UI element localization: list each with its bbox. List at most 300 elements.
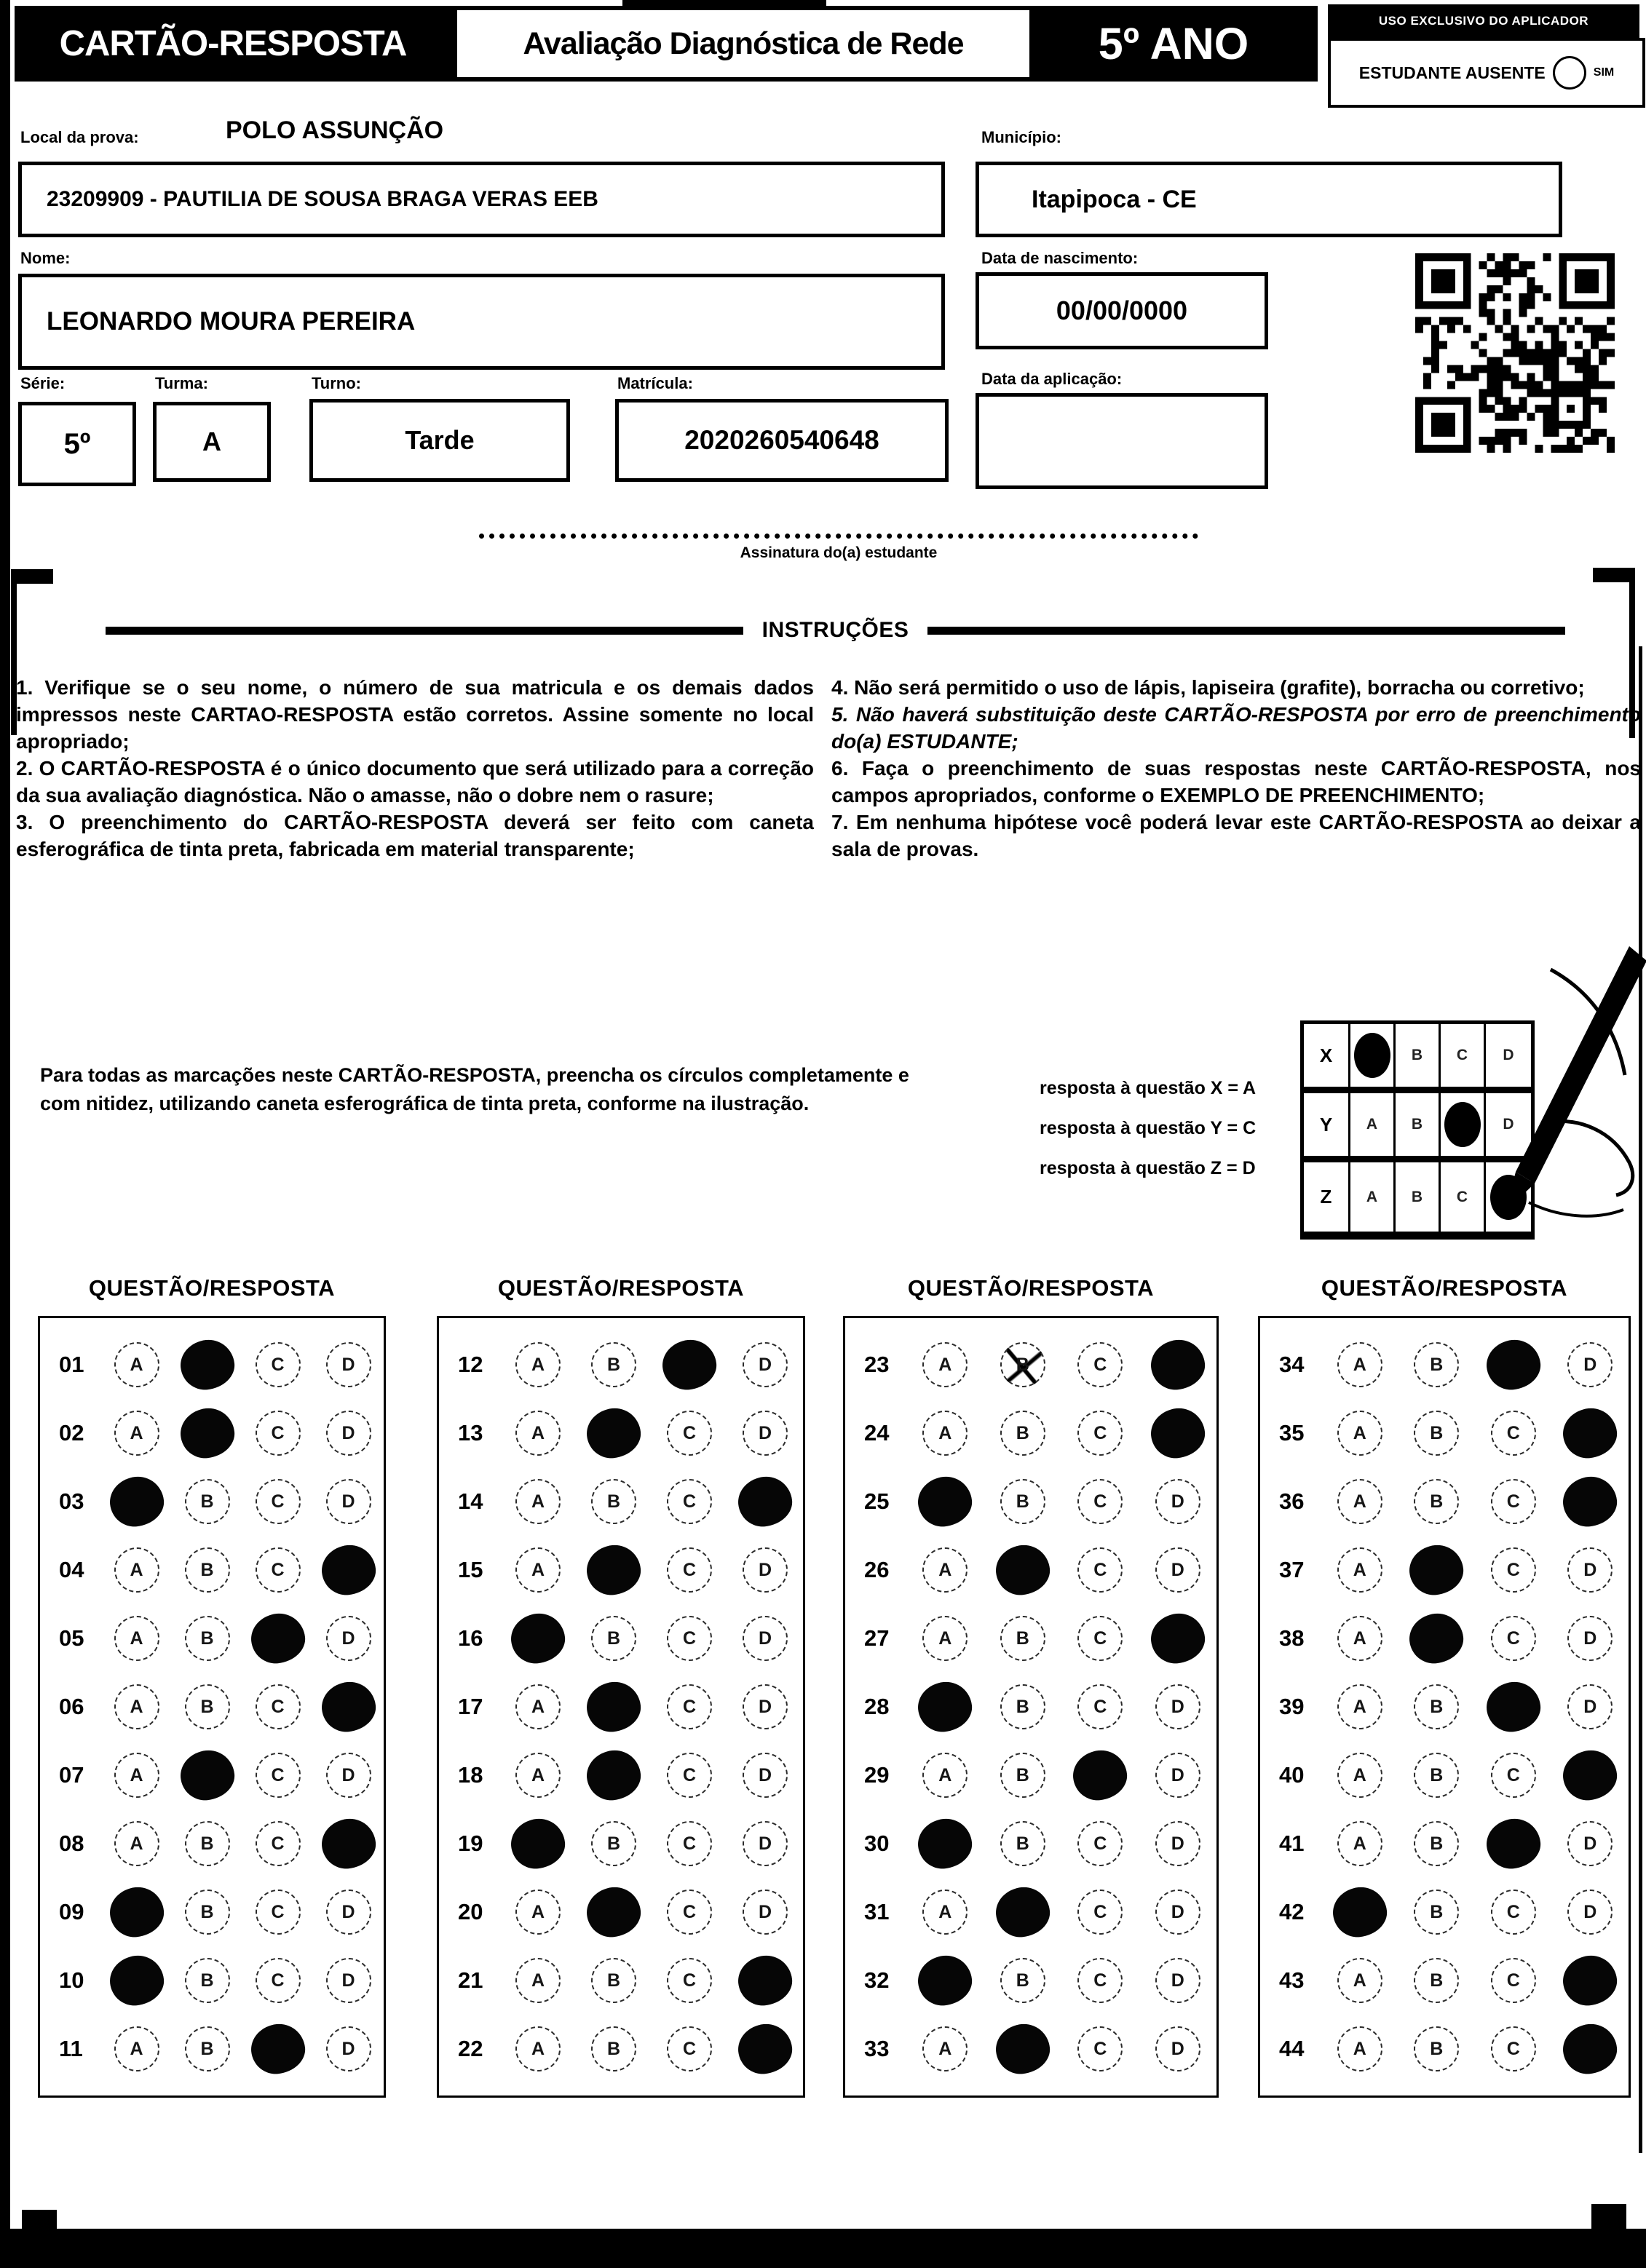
option-cell bbox=[1475, 1682, 1552, 1732]
answer-bubble[interactable]: B bbox=[185, 1821, 230, 1866]
birthdate-label: Data de nascimento: bbox=[981, 249, 1139, 267]
answer-bubble-filled[interactable] bbox=[585, 1405, 644, 1460]
answer-bubble[interactable]: B bbox=[185, 1616, 230, 1661]
option-cell bbox=[652, 1684, 727, 1729]
answer-bubble[interactable]: C bbox=[667, 1616, 712, 1661]
answer-bubble[interactable]: A bbox=[922, 1547, 968, 1593]
answer-bubble-filled[interactable] bbox=[248, 1611, 307, 1665]
answer-bubble[interactable]: C bbox=[1491, 1958, 1536, 2003]
answer-bubble[interactable]: A bbox=[515, 1547, 561, 1593]
answer-bubble[interactable]: D bbox=[1567, 1890, 1613, 1935]
answer-bubble[interactable]: C bbox=[667, 1479, 712, 1524]
answer-bubble[interactable]: D bbox=[743, 1411, 788, 1456]
example-legend-line: resposta à questão Y = C bbox=[1040, 1118, 1257, 1138]
option-cell bbox=[576, 1750, 652, 1800]
answer-bubble[interactable]: C bbox=[1077, 1547, 1123, 1593]
answer-bubble-filled[interactable] bbox=[1407, 1611, 1466, 1665]
answer-bubble[interactable]: A bbox=[114, 2026, 159, 2071]
answer-bubble-filled[interactable] bbox=[107, 1884, 166, 1939]
option-cell bbox=[1398, 1545, 1476, 1595]
answer-bubble[interactable]: D bbox=[1155, 1821, 1200, 1866]
answer-bubble[interactable]: C bbox=[1491, 1616, 1536, 1661]
answer-bubble[interactable]: C bbox=[1491, 1411, 1536, 1456]
student-absent-label: ESTUDANTE AUSENTE bbox=[1358, 63, 1546, 82]
answer-bubble[interactable]: B bbox=[1414, 1958, 1459, 2003]
answer-bubble[interactable]: D bbox=[743, 1684, 788, 1729]
answer-bubble[interactable]: D bbox=[1155, 1479, 1200, 1524]
series-label: Série: bbox=[20, 374, 66, 392]
answer-bubble[interactable]: B bbox=[185, 2026, 230, 2071]
answer-bubble-filled[interactable] bbox=[248, 2021, 307, 2076]
answer-bubble[interactable]: C bbox=[1491, 1753, 1536, 1798]
option-cell bbox=[576, 1342, 652, 1387]
answer-bubble-filled[interactable] bbox=[993, 2021, 1052, 2076]
answer-bubble[interactable]: A bbox=[114, 1616, 159, 1661]
answer-bubble[interactable]: C bbox=[1077, 1411, 1123, 1456]
option-cell bbox=[576, 1545, 652, 1595]
option-cell bbox=[172, 1616, 242, 1661]
municipality-label: Município: bbox=[981, 128, 1061, 146]
answer-bubble[interactable]: D bbox=[1567, 1342, 1613, 1387]
answer-bubble-filled[interactable] bbox=[1148, 1405, 1207, 1460]
answer-bubble-filled[interactable] bbox=[1561, 1405, 1620, 1460]
answer-bubble[interactable]: A bbox=[922, 1616, 968, 1661]
answer-bubble[interactable]: C bbox=[1491, 1547, 1536, 1593]
answer-bubble-filled[interactable] bbox=[585, 1748, 644, 1802]
option-cell bbox=[906, 2026, 984, 2071]
answer-bubble[interactable]: C bbox=[1077, 1821, 1123, 1866]
enrollment-field bbox=[615, 399, 949, 482]
answer-bubble[interactable]: C bbox=[667, 1821, 712, 1866]
answer-bubble-filled[interactable] bbox=[107, 1953, 166, 2007]
answer-bubble[interactable]: C bbox=[1077, 1958, 1123, 2003]
answer-bubble-filled[interactable] bbox=[319, 1679, 378, 1734]
answer-bubble[interactable]: A bbox=[114, 1684, 159, 1729]
answer-column-header: QUESTÃO/RESPOSTA bbox=[1321, 1275, 1568, 1301]
answer-bubble[interactable]: B bbox=[1000, 1342, 1045, 1387]
answer-bubble[interactable]: D bbox=[1567, 1616, 1613, 1661]
answer-bubble[interactable]: D bbox=[1567, 1684, 1613, 1729]
answer-bubble[interactable]: C bbox=[256, 1890, 301, 1935]
answer-bubble[interactable]: D bbox=[1155, 1958, 1200, 2003]
instruction-item: 6. Faça o preenchimento de suas respostas neste CARTÃO-RESPOSTA, nos campos apropriados, conforme o EXEMPLO DE PREENCHIMENTO; bbox=[831, 757, 1641, 806]
exam-site-value: POLO ASSUNÇÃO bbox=[226, 116, 444, 144]
answer-bubble[interactable]: A bbox=[515, 1753, 561, 1798]
answer-bubble[interactable]: C bbox=[667, 1411, 712, 1456]
scan-edge-bar-bottom bbox=[0, 2229, 1646, 2268]
question-number: 21 bbox=[458, 1967, 483, 1993]
answer-bubble[interactable]: B bbox=[1414, 1753, 1459, 1798]
answer-bubble[interactable]: C bbox=[256, 1411, 301, 1456]
option-cell bbox=[101, 1547, 172, 1593]
answer-bubble[interactable]: B bbox=[591, 1479, 636, 1524]
question-number: 22 bbox=[458, 2036, 483, 2061]
answer-bubble[interactable]: D bbox=[1567, 1821, 1613, 1866]
question-number: 01 bbox=[59, 1352, 84, 1377]
answer-bubble[interactable]: D bbox=[326, 1342, 371, 1387]
option-cell bbox=[1061, 1479, 1139, 1524]
answer-bubble[interactable]: A bbox=[515, 1890, 561, 1935]
answer-bubble[interactable]: A bbox=[1337, 1547, 1382, 1593]
option-cell bbox=[500, 1753, 576, 1798]
option-cell bbox=[1321, 1342, 1398, 1387]
answer-bubble[interactable]: B bbox=[1414, 2026, 1459, 2071]
option-cell bbox=[906, 1682, 984, 1732]
answer-bubble[interactable]: B bbox=[1000, 1616, 1045, 1661]
option-cell bbox=[242, 2024, 313, 2074]
answer-bubble[interactable]: A bbox=[1337, 1753, 1382, 1798]
answer-bubble[interactable]: D bbox=[743, 1753, 788, 1798]
question-number: 43 bbox=[1279, 1967, 1305, 1993]
answer-bubble[interactable]: C bbox=[1077, 1479, 1123, 1524]
answer-bubble[interactable]: D bbox=[743, 1890, 788, 1935]
question-row bbox=[439, 2024, 803, 2074]
page-title: CARTÃO-RESPOSTA bbox=[59, 24, 407, 63]
option-cell bbox=[242, 1753, 313, 1798]
answer-bubble[interactable]: A bbox=[515, 2026, 561, 2071]
option-cell bbox=[906, 1477, 984, 1526]
question-number: 09 bbox=[59, 1899, 84, 1924]
option-cell bbox=[1552, 1684, 1629, 1729]
answer-bubble[interactable]: D bbox=[743, 1616, 788, 1661]
answer-bubble[interactable]: A bbox=[515, 1479, 561, 1524]
answer-bubble[interactable]: A bbox=[1337, 1411, 1382, 1456]
answer-bubble[interactable]: A bbox=[922, 2026, 968, 2071]
answer-bubble[interactable]: D bbox=[1155, 1890, 1200, 1935]
option-cell bbox=[1398, 1479, 1476, 1524]
answer-bubble-filled[interactable] bbox=[1071, 1748, 1130, 1802]
question-row bbox=[40, 1750, 384, 1800]
answer-bubble-filled[interactable] bbox=[1407, 1542, 1466, 1597]
option-cell bbox=[500, 1547, 576, 1593]
answer-bubble[interactable]: B bbox=[1414, 1890, 1459, 1935]
answer-bubble-filled[interactable] bbox=[1330, 1884, 1389, 1939]
option-cell bbox=[906, 1890, 984, 1935]
answer-bubble[interactable]: C bbox=[1077, 1684, 1123, 1729]
answer-bubble[interactable]: C bbox=[1077, 1342, 1123, 1387]
answer-bubble[interactable]: B bbox=[1000, 1411, 1045, 1456]
option-cell bbox=[576, 1682, 652, 1732]
question-row bbox=[845, 1340, 1216, 1389]
option-cell bbox=[984, 1411, 1062, 1456]
example-option: B bbox=[1396, 1093, 1441, 1162]
option-cell bbox=[313, 1890, 384, 1935]
answer-bubble[interactable]: C bbox=[256, 1342, 301, 1387]
option-cell bbox=[500, 1411, 576, 1456]
option-cell bbox=[500, 1614, 576, 1663]
answer-bubble-filled[interactable] bbox=[107, 1474, 166, 1528]
question-row bbox=[40, 1819, 384, 1868]
answer-bubble[interactable]: B bbox=[591, 1616, 636, 1661]
answer-bubble[interactable]: C bbox=[1077, 1890, 1123, 1935]
answer-bubble[interactable]: D bbox=[326, 1753, 371, 1798]
option-cell bbox=[101, 1821, 172, 1866]
answer-bubble-filled[interactable] bbox=[736, 1953, 795, 2007]
shift-label: Turno: bbox=[312, 374, 362, 392]
answer-bubble[interactable]: B bbox=[185, 1479, 230, 1524]
option-cell bbox=[313, 2026, 384, 2071]
option-cell bbox=[984, 1753, 1062, 1798]
option-cell bbox=[1139, 1684, 1217, 1729]
option-cell bbox=[500, 1958, 576, 2003]
answer-bubble-filled[interactable] bbox=[509, 1816, 568, 1871]
option-cell bbox=[500, 1890, 576, 1935]
birthdate-field bbox=[976, 272, 1268, 349]
option-cell bbox=[172, 1479, 242, 1524]
question-row bbox=[1260, 1614, 1629, 1663]
answer-bubble[interactable]: B bbox=[185, 1890, 230, 1935]
answer-bubble-filled[interactable] bbox=[178, 1405, 237, 1460]
answer-bubble[interactable]: C bbox=[667, 1958, 712, 2003]
answer-bubble-filled[interactable] bbox=[1561, 2021, 1620, 2076]
answer-bubble[interactable]: B bbox=[1414, 1479, 1459, 1524]
option-cell bbox=[1552, 2024, 1629, 2074]
question-row bbox=[845, 1956, 1216, 2005]
option-cell bbox=[984, 1821, 1062, 1866]
answer-bubble[interactable]: B bbox=[1414, 1411, 1459, 1456]
answer-bubble-filled[interactable] bbox=[1561, 1748, 1620, 1802]
fill-instructions-paragraph: Para todas as marcações neste CARTÃO-RESPOSTA, preencha os círculos completamente e com nitidez, utilizando caneta esferográfica de tinta preta, conforme na ilustração. bbox=[40, 1064, 909, 1114]
answer-bubble[interactable]: A bbox=[1337, 1684, 1382, 1729]
option-cell bbox=[313, 1682, 384, 1732]
answer-bubble[interactable]: A bbox=[114, 1547, 159, 1593]
answer-bubble[interactable]: A bbox=[922, 1753, 968, 1798]
answer-bubble[interactable]: B bbox=[1414, 1684, 1459, 1729]
answer-bubble-filled[interactable] bbox=[916, 1816, 975, 1871]
option-cell bbox=[984, 1887, 1062, 1937]
answer-bubble[interactable]: B bbox=[1414, 1342, 1459, 1387]
option-cell bbox=[1061, 1958, 1139, 2003]
answer-bubble[interactable]: C bbox=[1491, 1890, 1536, 1935]
example-row-label: Z bbox=[1304, 1162, 1350, 1232]
answer-bubble[interactable]: A bbox=[1337, 1342, 1382, 1387]
question-row bbox=[1260, 1408, 1629, 1458]
answer-bubble-filled[interactable] bbox=[1561, 1953, 1620, 2007]
answer-bubble[interactable]: D bbox=[326, 1411, 371, 1456]
answer-bubble[interactable]: A bbox=[1337, 1821, 1382, 1866]
enrollment-label: Matrícula: bbox=[617, 374, 693, 392]
question-row bbox=[40, 1682, 384, 1732]
option-cell bbox=[101, 1956, 172, 2005]
option-cell bbox=[652, 1411, 727, 1456]
answer-column-header: QUESTÃO/RESPOSTA bbox=[497, 1275, 745, 1301]
option-cell bbox=[1061, 2026, 1139, 2071]
answer-bubble[interactable]: C bbox=[256, 1684, 301, 1729]
answer-bubble[interactable]: D bbox=[1155, 2026, 1200, 2071]
answer-bubble-filled[interactable] bbox=[585, 1679, 644, 1734]
answer-bubble[interactable]: C bbox=[1077, 2026, 1123, 2071]
question-row bbox=[40, 1956, 384, 2005]
option-cell bbox=[1398, 1684, 1476, 1729]
answer-bubble[interactable]: B bbox=[1000, 1479, 1045, 1524]
answer-bubble[interactable]: A bbox=[114, 1753, 159, 1798]
question-row bbox=[439, 1887, 803, 1937]
answer-bubble-filled[interactable] bbox=[993, 1884, 1052, 1939]
answer-bubble[interactable]: A bbox=[1337, 1479, 1382, 1524]
answer-bubble[interactable]: D bbox=[1155, 1547, 1200, 1593]
answer-bubble[interactable]: D bbox=[326, 1958, 371, 2003]
option-cell bbox=[906, 1753, 984, 1798]
student-absent-box bbox=[1328, 38, 1645, 108]
answer-bubble[interactable]: D bbox=[743, 1342, 788, 1387]
answer-bubble[interactable]: B bbox=[1000, 1821, 1045, 1866]
answer-bubble[interactable]: A bbox=[922, 1890, 968, 1935]
answer-bubble[interactable]: A bbox=[1337, 1616, 1382, 1661]
answer-bubble[interactable]: D bbox=[326, 1890, 371, 1935]
answer-bubble[interactable]: D bbox=[326, 2026, 371, 2071]
answer-bubble-filled[interactable] bbox=[736, 1474, 795, 1528]
answer-bubble[interactable]: B bbox=[1414, 1821, 1459, 1866]
absent-yes-label: SIM bbox=[1593, 66, 1615, 79]
answer-bubble[interactable]: D bbox=[1155, 1753, 1200, 1798]
answer-bubble-filled[interactable] bbox=[1484, 1337, 1543, 1392]
option-cell bbox=[906, 1547, 984, 1593]
answer-bubble[interactable]: D bbox=[1155, 1684, 1200, 1729]
answer-bubble[interactable]: A bbox=[114, 1821, 159, 1866]
enrollment-value: 2020260540648 bbox=[684, 425, 879, 455]
answer-bubble[interactable]: C bbox=[1077, 1616, 1123, 1661]
answer-bubble[interactable]: C bbox=[667, 1547, 712, 1593]
option-cell bbox=[1552, 1890, 1629, 1935]
question-number: 41 bbox=[1279, 1831, 1305, 1856]
absent-bubble[interactable] bbox=[1553, 56, 1586, 90]
answer-bubble-filled[interactable] bbox=[1484, 1679, 1543, 1734]
answer-bubble[interactable]: B bbox=[185, 1958, 230, 2003]
option-cell bbox=[984, 1958, 1062, 2003]
answer-bubble[interactable]: D bbox=[1567, 1547, 1613, 1593]
option-cell bbox=[1139, 1479, 1217, 1524]
answer-bubble[interactable]: C bbox=[667, 1684, 712, 1729]
option-cell bbox=[1475, 1819, 1552, 1868]
answer-bubble-filled[interactable] bbox=[736, 2021, 795, 2076]
answer-bubble[interactable]: A bbox=[515, 1684, 561, 1729]
question-row bbox=[845, 1545, 1216, 1595]
answer-bubble[interactable]: C bbox=[667, 1890, 712, 1935]
option-cell bbox=[906, 1342, 984, 1387]
answer-bubble[interactable]: A bbox=[515, 1411, 561, 1456]
answer-bubble[interactable]: D bbox=[326, 1616, 371, 1661]
registration-mark-bottom-left bbox=[22, 2210, 57, 2229]
instruction-item: 4. Não será permitido o uso de lápis, lapiseira (grafite), borracha ou corretivo; bbox=[831, 676, 1585, 699]
answer-bubble[interactable]: C bbox=[256, 1547, 301, 1593]
class-label: Turma: bbox=[155, 374, 208, 392]
answer-bubble-filled[interactable] bbox=[1148, 1337, 1207, 1392]
answer-bubble[interactable]: B bbox=[1000, 1684, 1045, 1729]
option-cell bbox=[906, 1411, 984, 1456]
option-cell bbox=[313, 1479, 384, 1524]
answer-bubble[interactable]: B bbox=[1000, 1753, 1045, 1798]
signature-line[interactable] bbox=[479, 534, 1198, 539]
option-cell bbox=[313, 1958, 384, 2003]
answer-bubble-filled[interactable] bbox=[319, 1542, 378, 1597]
answer-bubble[interactable]: A bbox=[114, 1411, 159, 1456]
answer-bubble[interactable]: C bbox=[256, 1958, 301, 2003]
option-cell bbox=[652, 1547, 727, 1593]
question-number: 38 bbox=[1279, 1625, 1305, 1651]
option-cell bbox=[1475, 1340, 1552, 1389]
answer-bubble[interactable]: C bbox=[256, 1821, 301, 1866]
answer-bubble[interactable]: A bbox=[515, 1958, 561, 2003]
answer-bubble[interactable]: B bbox=[185, 1547, 230, 1593]
option-cell bbox=[242, 1958, 313, 2003]
answer-bubble-filled[interactable] bbox=[509, 1611, 568, 1665]
answer-bubble[interactable]: B bbox=[185, 1684, 230, 1729]
answer-column-1 bbox=[38, 1316, 386, 2098]
question-row bbox=[1260, 2024, 1629, 2074]
option-cell bbox=[576, 1479, 652, 1524]
question-number: 28 bbox=[864, 1694, 890, 1719]
option-cell bbox=[172, 2026, 242, 2071]
answer-bubble[interactable]: D bbox=[743, 1547, 788, 1593]
answer-bubble[interactable]: C bbox=[1491, 2026, 1536, 2071]
instruction-item: 1. Verifique se o seu nome, o número de sua matricula e os demais dados impressos neste CARTAO-RESPOSTA estão corretos. Assine somente no local apropriado; bbox=[16, 676, 814, 753]
hand-with-pen-illustration bbox=[1441, 940, 1646, 1282]
answer-bubble[interactable]: B bbox=[591, 1821, 636, 1866]
option-cell bbox=[576, 1887, 652, 1937]
answer-bubble-filled[interactable] bbox=[916, 1474, 975, 1528]
answer-bubble[interactable]: C bbox=[256, 1753, 301, 1798]
answer-bubble[interactable]: C bbox=[1491, 1479, 1536, 1524]
answer-bubble-filled[interactable] bbox=[916, 1679, 975, 1734]
option-cell bbox=[1321, 2026, 1398, 2071]
question-row bbox=[439, 1477, 803, 1526]
option-cell bbox=[1321, 1684, 1398, 1729]
option-cell bbox=[500, 1479, 576, 1524]
shift-value: Tarde bbox=[405, 425, 475, 455]
answer-bubble[interactable]: A bbox=[1337, 1958, 1382, 2003]
answer-bubble-filled[interactable] bbox=[660, 1337, 719, 1392]
answer-bubble[interactable]: A bbox=[515, 1342, 561, 1387]
question-row bbox=[845, 2024, 1216, 2074]
answer-bubble[interactable]: D bbox=[743, 1821, 788, 1866]
option-cell bbox=[727, 2024, 803, 2074]
answer-bubble[interactable]: A bbox=[114, 1342, 159, 1387]
answer-bubble[interactable]: C bbox=[667, 2026, 712, 2071]
option-cell bbox=[1321, 1616, 1398, 1661]
answer-bubble[interactable]: C bbox=[667, 1753, 712, 1798]
answer-bubble-filled[interactable] bbox=[585, 1884, 644, 1939]
answer-bubble[interactable]: B bbox=[591, 1958, 636, 2003]
answer-bubble[interactable]: D bbox=[326, 1479, 371, 1524]
answer-bubble[interactable]: B bbox=[591, 1342, 636, 1387]
question-number: 26 bbox=[864, 1557, 890, 1582]
option-cell bbox=[500, 2026, 576, 2071]
answer-bubble-filled[interactable] bbox=[178, 1748, 237, 1802]
answer-bubble-filled[interactable] bbox=[993, 1542, 1052, 1597]
answer-bubble-filled[interactable] bbox=[1148, 1611, 1207, 1665]
answer-bubble[interactable]: B bbox=[591, 2026, 636, 2071]
option-cell bbox=[1398, 2026, 1476, 2071]
answer-bubble[interactable]: A bbox=[922, 1411, 968, 1456]
question-row bbox=[40, 1340, 384, 1389]
answer-bubble-filled[interactable] bbox=[585, 1542, 644, 1597]
question-number: 36 bbox=[1279, 1488, 1305, 1514]
answer-bubble[interactable]: C bbox=[256, 1479, 301, 1524]
answer-bubble-filled[interactable] bbox=[1484, 1816, 1543, 1871]
option-cell bbox=[172, 1684, 242, 1729]
answer-bubble[interactable]: A bbox=[922, 1342, 968, 1387]
option-cell bbox=[1321, 1821, 1398, 1866]
question-number: 29 bbox=[864, 1762, 890, 1788]
answer-bubble-filled[interactable] bbox=[1561, 1474, 1620, 1528]
answer-bubble-filled[interactable] bbox=[319, 1816, 378, 1871]
answer-bubble-filled[interactable] bbox=[178, 1337, 237, 1392]
answer-bubble[interactable]: B bbox=[1000, 1958, 1045, 2003]
answer-bubble-filled[interactable] bbox=[916, 1953, 975, 2007]
crop-mark-left bbox=[11, 569, 53, 584]
question-row bbox=[40, 1614, 384, 1663]
answer-bubble[interactable]: A bbox=[1337, 2026, 1382, 2071]
